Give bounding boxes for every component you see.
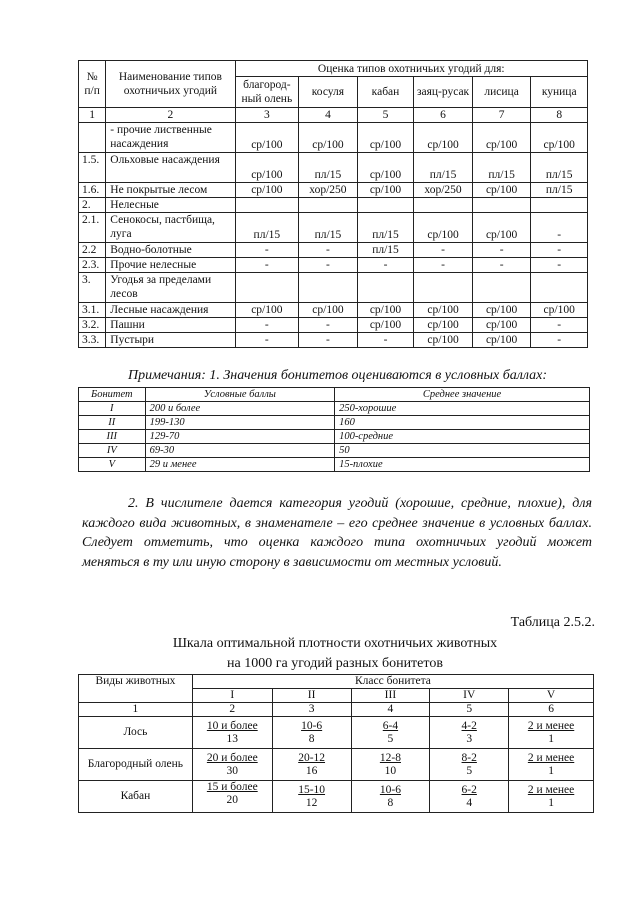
- row-name: Пашни: [106, 318, 235, 333]
- row-number: 2.: [79, 198, 106, 213]
- density-cell: [351, 781, 430, 813]
- points-range: 29 и менее: [145, 458, 334, 472]
- density-cell: [192, 717, 272, 749]
- rating-cell: ср/100: [357, 318, 414, 333]
- species-header: Виды животных: [79, 675, 193, 703]
- density-cell: [272, 781, 351, 813]
- column-number: 7: [472, 108, 531, 123]
- density-cell: [351, 749, 430, 781]
- density-cell: [192, 749, 272, 781]
- rating-cell: -: [531, 243, 588, 258]
- rating-cell: -: [414, 258, 473, 273]
- table-row: [79, 153, 588, 183]
- density-fraction: [528, 720, 574, 746]
- table-row: [79, 416, 590, 430]
- table-row: [79, 717, 594, 749]
- points-range: 200 и более: [145, 402, 334, 416]
- table-row: [79, 444, 590, 458]
- row-number: 1.6.: [79, 183, 106, 198]
- density-range: 2 и менее: [527, 783, 575, 796]
- rating-cell: [531, 273, 588, 303]
- animal-header: заяц-русак: [414, 77, 473, 108]
- column-number: 8: [531, 108, 588, 123]
- rating-cell: -: [299, 258, 358, 273]
- rating-cell: хор/250: [299, 183, 358, 198]
- column-number: 4: [299, 108, 358, 123]
- rating-cell: пл/15: [235, 213, 299, 243]
- rating-cell: ср/100: [414, 303, 473, 318]
- class-header: IV: [430, 689, 509, 703]
- rating-cell: -: [299, 318, 358, 333]
- rating-cell: пл/15: [299, 153, 358, 183]
- species-name: Благородный олень: [79, 749, 193, 781]
- hunting-grounds-table: [78, 60, 588, 348]
- density-range: 2 и менее: [527, 751, 575, 764]
- animal-header: куница: [531, 77, 588, 108]
- density-mean: 3: [466, 732, 473, 745]
- bonitet-header: Бонитет: [79, 388, 146, 402]
- rating-cell: [414, 198, 473, 213]
- density-fraction: [380, 784, 401, 810]
- col-no-header: № п/п: [79, 61, 106, 108]
- rating-cell: пл/15: [414, 153, 473, 183]
- row-name: - прочие лиственные насаждения: [106, 123, 235, 153]
- density-fraction: [462, 752, 477, 778]
- mean-value: 15-плохие: [335, 458, 590, 472]
- rating-cell: пл/15: [531, 183, 588, 198]
- rating-cell: ср/100: [472, 303, 531, 318]
- column-number: 1: [79, 703, 193, 717]
- rating-cell: -: [531, 333, 588, 348]
- density-cell: [351, 717, 430, 749]
- rating-cell: ср/100: [472, 123, 531, 153]
- rating-cell: ср/100: [472, 333, 531, 348]
- density-range: 20-12: [298, 751, 326, 764]
- notes-heading: Примечания: 1. Значения бонитетов оцениваются в условных баллах:: [128, 368, 548, 383]
- row-number: [79, 123, 106, 153]
- density-fraction: [207, 752, 258, 778]
- mean-value: 100-средние: [335, 430, 590, 444]
- rating-cell: -: [414, 243, 473, 258]
- rating-cell: ср/100: [531, 303, 588, 318]
- rating-cell: -: [472, 243, 531, 258]
- bonitet-class: V: [79, 458, 146, 472]
- density-cell: [509, 717, 594, 749]
- rating-cell: ср/100: [472, 318, 531, 333]
- rating-cell: -: [235, 333, 299, 348]
- table-row: [79, 213, 588, 243]
- density-mean: 5: [466, 764, 473, 777]
- rating-cell: пл/15: [531, 153, 588, 183]
- density-fraction: [298, 752, 325, 778]
- density-fraction: [528, 752, 574, 778]
- row-name: Не покрытые лесом: [106, 183, 235, 198]
- row-name: Лесные насаждения: [106, 303, 235, 318]
- mean-value: 160: [335, 416, 590, 430]
- points-range: 69-30: [145, 444, 334, 458]
- density-fraction: [207, 781, 258, 807]
- table-row: [79, 198, 588, 213]
- rating-cell: ср/100: [235, 153, 299, 183]
- column-number: 2: [192, 703, 272, 717]
- rating-cell: -: [235, 243, 299, 258]
- density-fraction: [383, 720, 398, 746]
- density-range: 15 и более: [206, 781, 258, 793]
- density-cell: [272, 749, 351, 781]
- row-name: Пустыри: [106, 333, 235, 348]
- rating-cell: [299, 273, 358, 303]
- row-number: 2.3.: [79, 258, 106, 273]
- table-row: [79, 458, 590, 472]
- density-fraction: [528, 784, 574, 810]
- rating-cell: ср/100: [414, 123, 473, 153]
- density-range: 10 и более: [206, 719, 258, 732]
- density-mean: 4: [466, 796, 473, 809]
- rating-cell: [235, 198, 299, 213]
- rating-cell: -: [472, 258, 531, 273]
- density-range: 8-2: [461, 751, 477, 764]
- bonitet-class: I: [79, 402, 146, 416]
- table-row: [79, 318, 588, 333]
- row-number: 2.2: [79, 243, 106, 258]
- column-number: 4: [351, 703, 430, 717]
- rating-cell: ср/100: [357, 153, 414, 183]
- species-name: Лось: [79, 717, 193, 749]
- row-number: 3.3.: [79, 333, 106, 348]
- rating-cell: [235, 273, 299, 303]
- rating-cell: пл/15: [472, 153, 531, 183]
- rating-cell: -: [299, 333, 358, 348]
- rating-cell: -: [235, 258, 299, 273]
- class-header: II: [272, 689, 351, 703]
- mean-value: 250-хорошие: [335, 402, 590, 416]
- row-name: Прочие нелесные: [106, 258, 235, 273]
- bonitet-class: II: [79, 416, 146, 430]
- density-table: [78, 674, 594, 813]
- table-title-line-2: на 1000 га угодий разных бонитетов: [227, 656, 443, 671]
- rating-cell: -: [357, 333, 414, 348]
- column-number: 6: [414, 108, 473, 123]
- density-cell: [192, 781, 272, 813]
- density-range: 6-4: [382, 719, 399, 732]
- rating-cell: ср/100: [414, 213, 473, 243]
- density-mean: 8: [387, 796, 394, 809]
- rating-cell: ср/100: [472, 183, 531, 198]
- rating-cell: ср/100: [414, 318, 473, 333]
- density-range: 10-6: [301, 719, 323, 732]
- rating-cell: -: [531, 258, 588, 273]
- column-number: 3: [235, 108, 299, 123]
- bonitet-table: [78, 387, 590, 472]
- rating-cell: ср/100: [235, 303, 299, 318]
- density-mean: 10: [384, 764, 397, 777]
- table-row: [79, 781, 594, 813]
- rating-cell: [299, 198, 358, 213]
- rating-cell: -: [531, 318, 588, 333]
- col-name-header: Наименование типов охотничьих угодий: [106, 61, 235, 108]
- row-number: 3.: [79, 273, 106, 303]
- rating-cell: -: [531, 213, 588, 243]
- density-fraction: [462, 784, 477, 810]
- density-fraction: [462, 720, 477, 746]
- density-cell: [509, 749, 594, 781]
- note-paragraph: [82, 494, 592, 572]
- rating-cell: -: [235, 318, 299, 333]
- column-number: 6: [509, 703, 594, 717]
- rating-cell: ср/100: [235, 183, 299, 198]
- density-range: 20 и более: [206, 751, 258, 764]
- rating-cell: [357, 273, 414, 303]
- col-group-header: Оценка типов охотничьих угодий для:: [235, 61, 587, 77]
- rating-cell: ср/100: [472, 213, 531, 243]
- mean-value: 50: [335, 444, 590, 458]
- rating-cell: [414, 273, 473, 303]
- density-mean: 8: [308, 732, 315, 745]
- column-number: 1: [79, 108, 106, 123]
- density-mean: 30: [226, 764, 239, 777]
- points-range: 199-130: [145, 416, 334, 430]
- row-name: Сенокосы, пастбища, луга: [106, 213, 235, 243]
- column-number: 2: [106, 108, 235, 123]
- density-mean: 12: [305, 796, 318, 809]
- table-row: [79, 183, 588, 198]
- rating-cell: ср/100: [531, 123, 588, 153]
- density-fraction: [298, 784, 325, 810]
- table-row: [79, 402, 590, 416]
- class-header: V: [509, 689, 594, 703]
- density-mean: 5: [387, 732, 394, 745]
- rating-cell: ср/100: [299, 303, 358, 318]
- density-range: 10-6: [379, 783, 401, 796]
- column-number: 5: [357, 108, 414, 123]
- rating-cell: ср/100: [299, 123, 358, 153]
- points-range: 129-70: [145, 430, 334, 444]
- density-cell: [272, 717, 351, 749]
- points-header: Условные баллы: [145, 388, 334, 402]
- rating-cell: -: [299, 243, 358, 258]
- rating-cell: пл/15: [299, 213, 358, 243]
- column-number: 3: [272, 703, 351, 717]
- class-header: I: [192, 689, 272, 703]
- density-range: 4-2: [461, 719, 477, 732]
- density-mean: 16: [305, 764, 318, 777]
- table-row: [79, 273, 588, 303]
- rating-cell: ср/100: [414, 333, 473, 348]
- table-row: [79, 333, 588, 348]
- rating-cell: [531, 198, 588, 213]
- row-number: 3.1.: [79, 303, 106, 318]
- table-row: [79, 243, 588, 258]
- rating-cell: ср/100: [357, 303, 414, 318]
- density-range: 6-2: [461, 783, 477, 796]
- density-cell: [430, 749, 509, 781]
- rating-cell: -: [357, 258, 414, 273]
- table-label: Таблица 2.5.2.: [510, 615, 595, 630]
- rating-cell: [472, 198, 531, 213]
- table-title-line-1: Шкала оптимальной плотности охотничьих животных: [172, 636, 498, 651]
- density-cell: [430, 781, 509, 813]
- rating-cell: ср/100: [357, 183, 414, 198]
- density-range: 2 и менее: [527, 719, 575, 732]
- table-row: [79, 303, 588, 318]
- density-mean: 1: [548, 764, 554, 777]
- density-fraction: [301, 720, 322, 746]
- animal-header: лисица: [472, 77, 531, 108]
- row-name: Нелесные: [106, 198, 235, 213]
- row-name: Угодья за пределами лесов: [106, 273, 235, 303]
- bonitet-class: IV: [79, 444, 146, 458]
- row-number: 3.2.: [79, 318, 106, 333]
- bonitet-class: III: [79, 430, 146, 444]
- row-name: Водно-болотные: [106, 243, 235, 258]
- animal-header: кабан: [357, 77, 414, 108]
- row-number: 1.5.: [79, 153, 106, 183]
- rating-cell: [472, 273, 531, 303]
- density-fraction: [380, 752, 401, 778]
- table-row: [79, 258, 588, 273]
- rating-cell: ср/100: [357, 123, 414, 153]
- table-row: [79, 430, 590, 444]
- density-range: 15-10: [298, 783, 326, 796]
- row-number: 2.1.: [79, 213, 106, 243]
- animal-header: благород-ный олень: [235, 77, 299, 108]
- rating-cell: хор/250: [414, 183, 473, 198]
- column-number: 5: [430, 703, 509, 717]
- note-paragraph-text: 2. В числителе дается категория угодий (хорошие, средние, плохие), для каждого вида животных, в знаменателе – его среднее значение в условных баллах. Следует отметить, что оценка каждого типа охотничьих угодий может меняться в ту или иную сторону в зависимости от местных условий.: [82, 496, 592, 570]
- animal-header: косуля: [299, 77, 358, 108]
- class-group-header: Класс бонитета: [192, 675, 593, 689]
- species-name: Кабан: [79, 781, 193, 813]
- density-mean: 1: [548, 796, 554, 809]
- table-row: [79, 123, 588, 153]
- mean-header: Среднее значение: [335, 388, 590, 402]
- class-header: III: [351, 689, 430, 703]
- rating-cell: [357, 198, 414, 213]
- rating-cell: пл/15: [357, 243, 414, 258]
- density-range: 12-8: [379, 751, 401, 764]
- density-mean: 20: [226, 794, 239, 806]
- density-fraction: [207, 720, 258, 746]
- row-name: Ольховые насаждения: [106, 153, 235, 183]
- density-mean: 1: [548, 732, 554, 745]
- density-cell: [509, 781, 594, 813]
- rating-cell: ср/100: [235, 123, 299, 153]
- density-mean: 13: [226, 732, 239, 745]
- rating-cell: пл/15: [357, 213, 414, 243]
- density-cell: [430, 717, 509, 749]
- table-row: [79, 749, 594, 781]
